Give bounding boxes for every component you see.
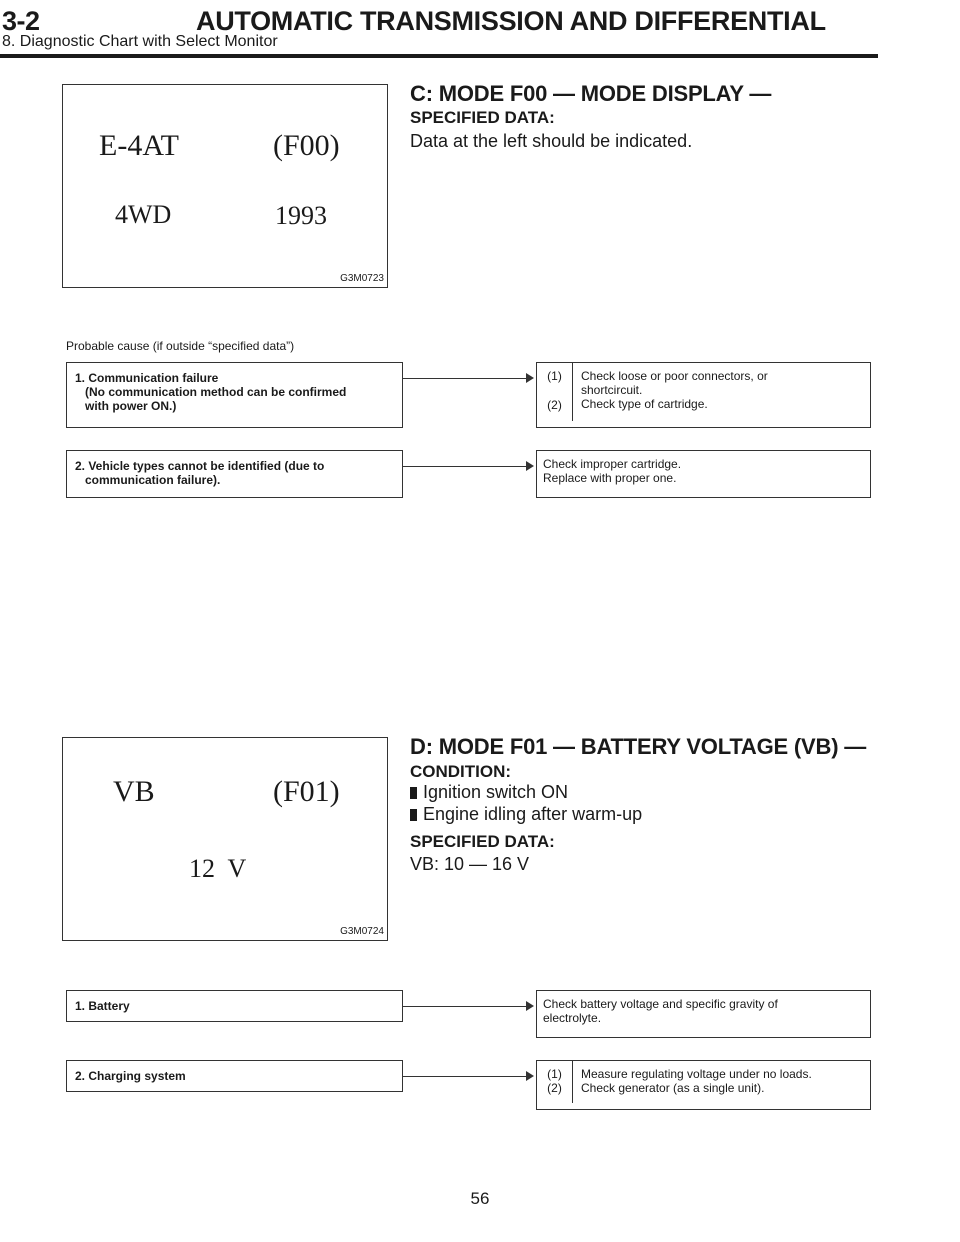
action-line: Check improper cartridge. [543, 457, 682, 471]
cause-line: 2. Vehicle types cannot be identified (due to [75, 459, 325, 473]
step-number: (2) [547, 398, 562, 412]
cause-box-communication-failure [66, 362, 403, 428]
cause-line: 1. Communication failure [75, 371, 219, 385]
cause-box-vehicle-types [66, 450, 403, 498]
section-number: 3-2 [2, 6, 40, 36]
probable-cause-label: Probable cause (if outside “specified data”) [66, 339, 295, 353]
display-line1-left: E-4AT [99, 129, 179, 162]
bullet-icon [410, 809, 417, 821]
bullet-icon [410, 787, 417, 799]
step-text: Check loose or poor connectors, or [581, 369, 768, 383]
step-number: (2) [547, 1081, 562, 1095]
display-line2-left: 4WD [115, 200, 172, 229]
action-box-charging [536, 1060, 871, 1110]
condition-item [410, 804, 642, 825]
mode-f01-title: D: MODE F01 — BATTERY VOLTAGE (VB) — [410, 734, 867, 759]
display-line2: 12 V [189, 854, 247, 883]
step-text: Measure regulating voltage under no loads. [581, 1067, 812, 1081]
arrow-connector [403, 1006, 526, 1007]
display-line1-left: VB [113, 775, 155, 808]
figure-id: G3M0724 [340, 926, 384, 937]
action-line: Check battery voltage and specific gravity of [543, 997, 778, 1011]
cause-box-battery [66, 990, 403, 1022]
subsection-title: 8. Diagnostic Chart with Select Monitor [2, 33, 278, 50]
cause-line: 1. Battery [75, 999, 130, 1013]
mode-f01-display-figure [62, 737, 388, 941]
cause-line: with power ON.) [85, 399, 177, 413]
mode-f01-spec-label: SPECIFIED DATA: [410, 832, 555, 851]
mode-f00-spec-text: Data at the left should be indicated. [410, 131, 693, 151]
mode-f00-spec-label: SPECIFIED DATA: [410, 108, 555, 127]
mode-f00-title: C: MODE F00 — MODE DISPLAY — [410, 81, 772, 106]
step-text: Check generator (as a single unit). [581, 1081, 765, 1095]
arrow-connector [403, 378, 526, 379]
page-number: 56 [470, 1189, 490, 1208]
step-text: shortcircuit. [581, 383, 643, 397]
cause-line: 2. Charging system [75, 1069, 186, 1083]
cause-line: communication failure). [85, 473, 221, 487]
condition-text: Engine idling after warm-up [423, 804, 643, 824]
cause-line: (No communication method can be confirmed [85, 385, 347, 399]
mode-f01-spec-text: VB: 10 — 16 V [410, 854, 530, 874]
action-box-connectors [536, 362, 871, 428]
header-rule [0, 54, 878, 58]
step-text: Check type of cartridge. [581, 397, 708, 411]
arrow-connector [403, 466, 526, 467]
display-line1-right: (F00) [273, 129, 340, 162]
arrow-head-icon [526, 1001, 534, 1011]
condition-text: Ignition switch ON [423, 782, 569, 802]
action-box-battery [536, 990, 871, 1038]
mode-f00-display-figure [62, 84, 388, 288]
figure-id: G3M0723 [340, 273, 384, 284]
mode-f01-condition-label: CONDITION: [410, 762, 512, 781]
step-number: (1) [547, 369, 562, 383]
step-number: (1) [547, 1067, 562, 1081]
action-box-cartridge [536, 450, 871, 498]
arrow-head-icon [526, 1071, 534, 1081]
display-line1-right: (F01) [273, 775, 340, 808]
section-title: AUTOMATIC TRANSMISSION AND DIFFERENTIAL [196, 6, 826, 36]
arrow-head-icon [526, 461, 534, 471]
display-line2-right: 1993 [275, 201, 327, 230]
action-line: Replace with proper one. [543, 471, 677, 485]
arrow-head-icon [526, 373, 534, 383]
condition-item [410, 782, 568, 803]
cause-box-charging-system [66, 1060, 403, 1092]
arrow-connector [403, 1076, 526, 1077]
action-line: electrolyte. [543, 1011, 602, 1025]
